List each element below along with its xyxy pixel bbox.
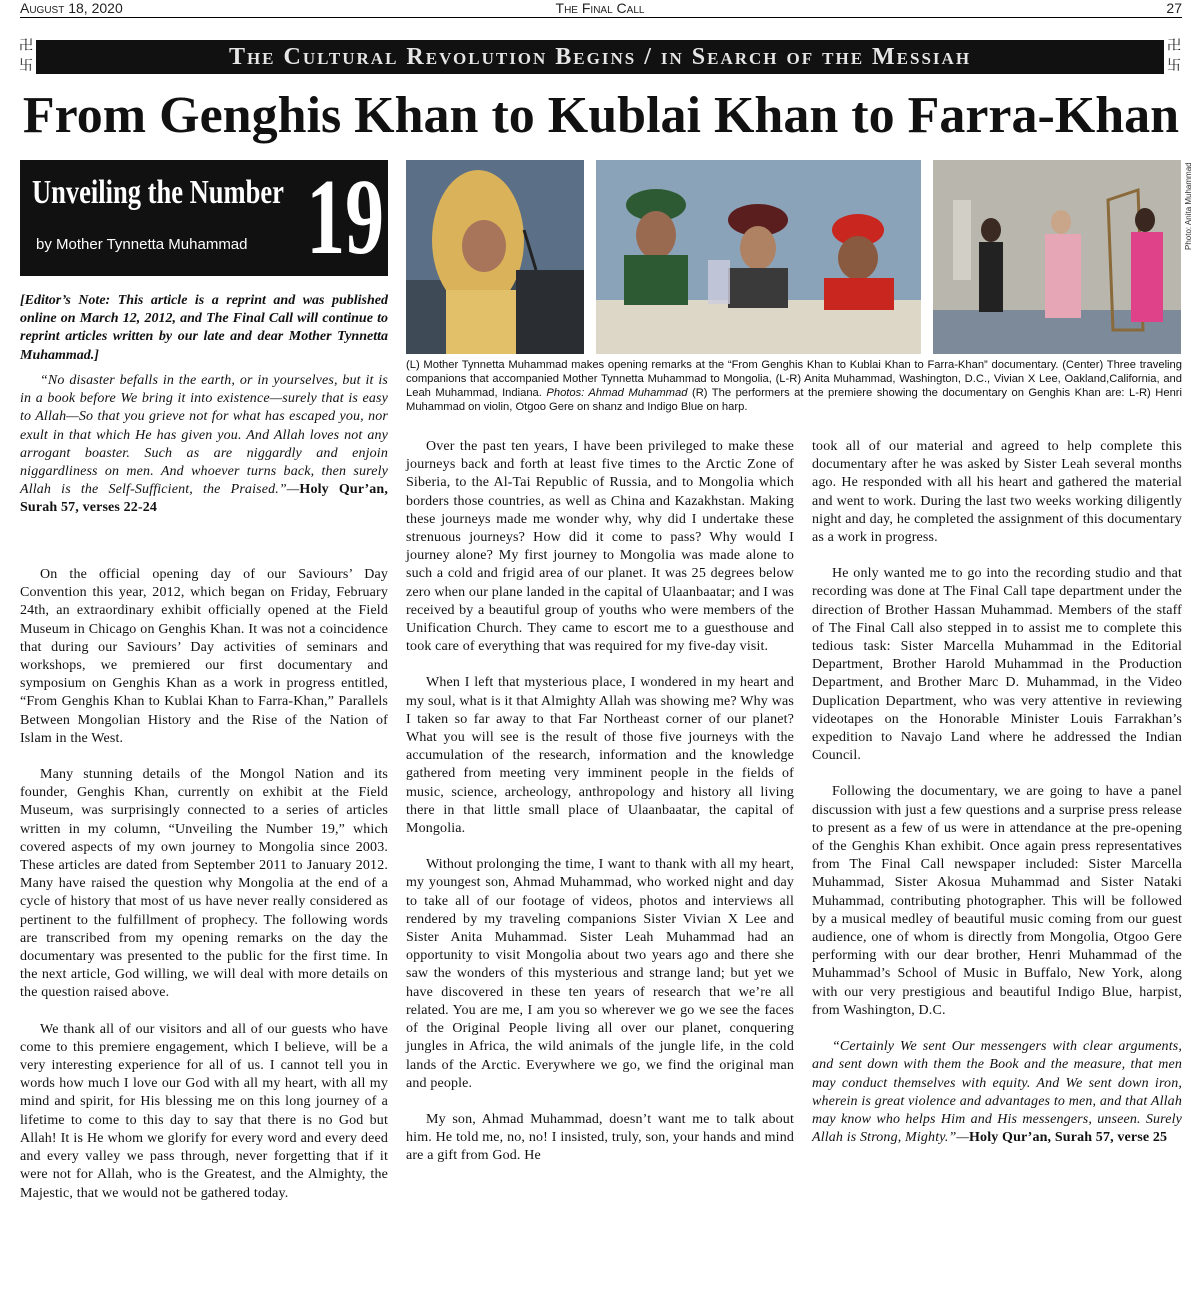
closing-quote-citation: Holy Qur’an, Surah 57, verse 25 [969,1130,1168,1146]
caption-text-2: (R) The performers at the premiere showing the documentary on Genghis Khan are: L-R) Henri Muhammad on violin, Otgoo Gere on shanz and Indigo Blue on harp. [406,387,1183,413]
opening-quote-citation: Holy Qur’an, Surah 57, verses 22-24 [20,482,388,516]
column-logo [20,160,388,276]
ornament-icon: 卐 [1167,58,1181,74]
paragraph: When I left that mysterious place, I wondered in my heart and my soul, what is it that Almighty Allah was showing me? Why was I taken so far away to that Far Northeast corner of our planet? What you will see is the result of those five journeys with the accumulation of the research, information and the knowledge gathered from meeting very imminent people in the fields of music, science, archeology, anthropology and history all living there in that little small place of Ulaanbaatar, the capital of Mongolia. [406,675,794,837]
header-rule [20,17,1182,18]
paragraph: He only wanted me to go into the recording studio and that recording was done at The Final Call tape department under the direction of Brother Hassan Muhammad. Members of the staff of The Final Call also stepped in to assist me to complete this tedious task: Sister Marcella Muhammad in the Editorial Department, Brother Harold Muhammad in the Production Department, and Brother Marc D. Muhammad, in the Video Duplication Department, who was very attentive in reviewing videotapes on the Honorable Minister Louis Farrakhan’s expedition to Navajo Land where he addressed the Indian Council. [812,566,1182,764]
article-headline: From Genghis Khan to Kublai Khan to Farra-Khan [22,87,1180,144]
caption-photo-credit: Photos: Ahmad Muhammad [546,387,688,399]
article-column-3 [812,438,1182,1165]
paragraph: Over the past ten years, I have been privileged to make these journeys back and forth at least five times to the Arctic Zone of Siberia, to the Al-Tai Republic of Russia, and to Mongolia which borders those countries, as well as China and Kazakhstan. Making these journeys made me wonder why, why did I undertake these strenuous journeys? How did it come to pass? Why would I journey alone? My first journey to Mongolia was made alone to such a cold and frigid area of our planet. It was 25 degrees below zero when our plane landed in the capital of Ulaanbaatar; and I was received by a beautiful group of youths who were members of the Unification Church. They came to escort me to a guesthouse and took care of everything that was required for my five-day visit. [406,439,794,655]
paragraph: On the official opening day of our Saviours’ Day Convention this year, 2012, which began on Friday, February 24th, an extraordinary exhibit officially opened at the Field Museum in Chicago on Genghis Khan. It was not a coincidence that during our Saviours’ Day activities of seminars and workshops, we premiered our first documentary and symposium on Genghis Khan as a work in progress entitled, “From Genghis Khan to Kublai Khan to Farra-Khan,” Parallels Between Mongolian History and the Rise of the Nation of Islam in the West. [20,567,388,746]
closing-quote [812,1038,1182,1147]
ornament-icon: 卐 [19,58,33,74]
paragraph: Following the documentary, we are going to have a panel discussion with just a few questions and a surprise press release to present as a few of us were in attendance at the pre-opening of the Genghis Khan exhibit. Once again press representatives from The Final Call newspaper included: Sister Marcella Muhammad, Sister Akosua Muhammad and Sister Nataki Muhammad, contributing photographer. This will be followed by a musical medley of beautiful music coming from our guest audience, one of whom is directly from Mongolia, Otgoo Gere performing with our dear brother, Henri Muhammad of the Muhammad’s School of Music in Buffalo, New York, along with our very prestigious and beautiful Indigo Blue, harpist, from Washington, D.C. [812,784,1182,1018]
paragraph: Without prolonging the time, I want to thank with all my heart, my youngest son, Ahmad Muhammad, who worked night and day to take all of our footage of videos, photos and interviews all rendered by my traveling companions Sister Vivian X Lee and Sister Anita Muhammad. Sister Leah Muhammad had an opportunity to visit Mongolia about two years ago and there she saw the wonders of this mysterious and strange land; but yet we have discovered in these ten years of research that we’re all related. You are me, I am you so wherever we go we see the faces of the Original People living all over our planet, conquering jungles in Africa, the wild animals of the jungle life, in the cold lands of the Arctic. Everywhere we go, we find the original man and people. [406,857,794,1091]
publication-name: The Final Call [555,0,645,16]
caption-text: (L) Mother Tynnetta Muhammad makes opening remarks at the “From Genghis Khan to Kublai Khan to Farra-Khan” documentary. (Center) Three traveling companions that accompanied Mother Tynnetta Muhammad to Mongolia, (L-R) Anita Muhammad, Washington, D.C., Vivian X Lee, Oakland,California, and Leah Muhammad, Indiana. [406,359,1182,399]
column-logo-title: Unveiling the Number [32,174,284,211]
paragraph: Many stunning details of the Mongol Nation and its founder, Genghis Khan, currently on exhibit at the Field Museum, was surprisingly connected to a series of articles written in my column, “Unveiling the Number 19,” which covered aspects of my own journey to Mongolia since 2003. These articles are dated from September 2011 to January 2012. Many have raised the question why Mongolia at the end of a cycle of history that most of us have never really considered as pertinent to the fulfillment of prophecy. The following words are transcribed from my opening remarks on the day the documentary was presented to the public for the first time. In the next article, God willing, we will deal with more details on the question raised above. [20,767,388,1001]
page-number: 27 [1166,0,1182,16]
article-column-1 [20,566,388,1221]
issue-date: August 18, 2020 [20,0,123,16]
photo-speaker [406,160,584,354]
opening-quote-text: “No disaster befalls in the earth, or in yourselves, but it is in a book before We bring it into existence—surely that is easy to Allah—So that you grieve not for what has escaped you, nor exult in that which He has given you. And Allah loves not any arrogant boaster. Such as are niggardly and enjoin niggardliness on men. And whoever turns back, then surely Allah is the Self-Sufficient, the Praised.”— [20,373,388,498]
ornament-icon: 卍 [19,38,33,54]
photo-companions [596,160,921,354]
editors-note: [Editor’s Note: This article is a reprint and was published online on March 12, 2012, and The Final Call will continue to reprint articles written by our late and dear Mother Tynnetta Muhammad.] [20,293,388,363]
ornament-icon: 卍 [1167,38,1181,54]
closing-quote-text: “Certainly We sent Our messengers with clear arguments, and sent down with them the Book and the measure, that men may conduct themselves with equity. And We sent down iron, wherein is great violence and advantages to men, and that Allah may know who helps Him and His messengers, unseen. Surely Allah is Strong, Mighty.”— [812,1039,1182,1146]
opening-quote [20,372,388,518]
article-column-2 [406,438,794,1184]
photo-performers [933,160,1181,354]
photo-caption [406,358,1182,414]
section-banner: The Cultural Revolution Begins / in Search of the Messiah [36,40,1164,74]
paragraph: My son, Ahmad Muhammad, doesn’t want me to talk about him. He told me, no, no! I insisted, truly, son, your hands and mind are a gift from God. He [406,1111,794,1164]
paragraph: We thank all of our visitors and all of our guests who have come to this premiere engagement, which I believe, will be a very interesting experience for all of us. I cannot tell you in words how much I love our God with all my heart, with all my mind and spirit, for His blessing me on this long journey of a lifetime to come to this day to say that there is no God but Allah! It is He whom we glorify for every word and every deed and every valley we pass through, never forgetting that if it were not for Allah, who is the Greatest, and the Almighty, the Majestic, that we would not be gathered today. [20,1021,388,1201]
column-logo-byline: by Mother Tynnetta Muhammad [36,236,248,253]
paragraph: took all of our material and agreed to help complete this documentary after he was asked by Sister Leah several months ago. He responded with all his heart and gathered the material and went to work. During the last two weeks working diligently night and day, he completed the assignment of this documentary as a work in progress. [812,439,1182,546]
photo-credit: Photo: Anita Muhammad [1184,162,1193,250]
column-logo-number: 19 [306,160,384,276]
